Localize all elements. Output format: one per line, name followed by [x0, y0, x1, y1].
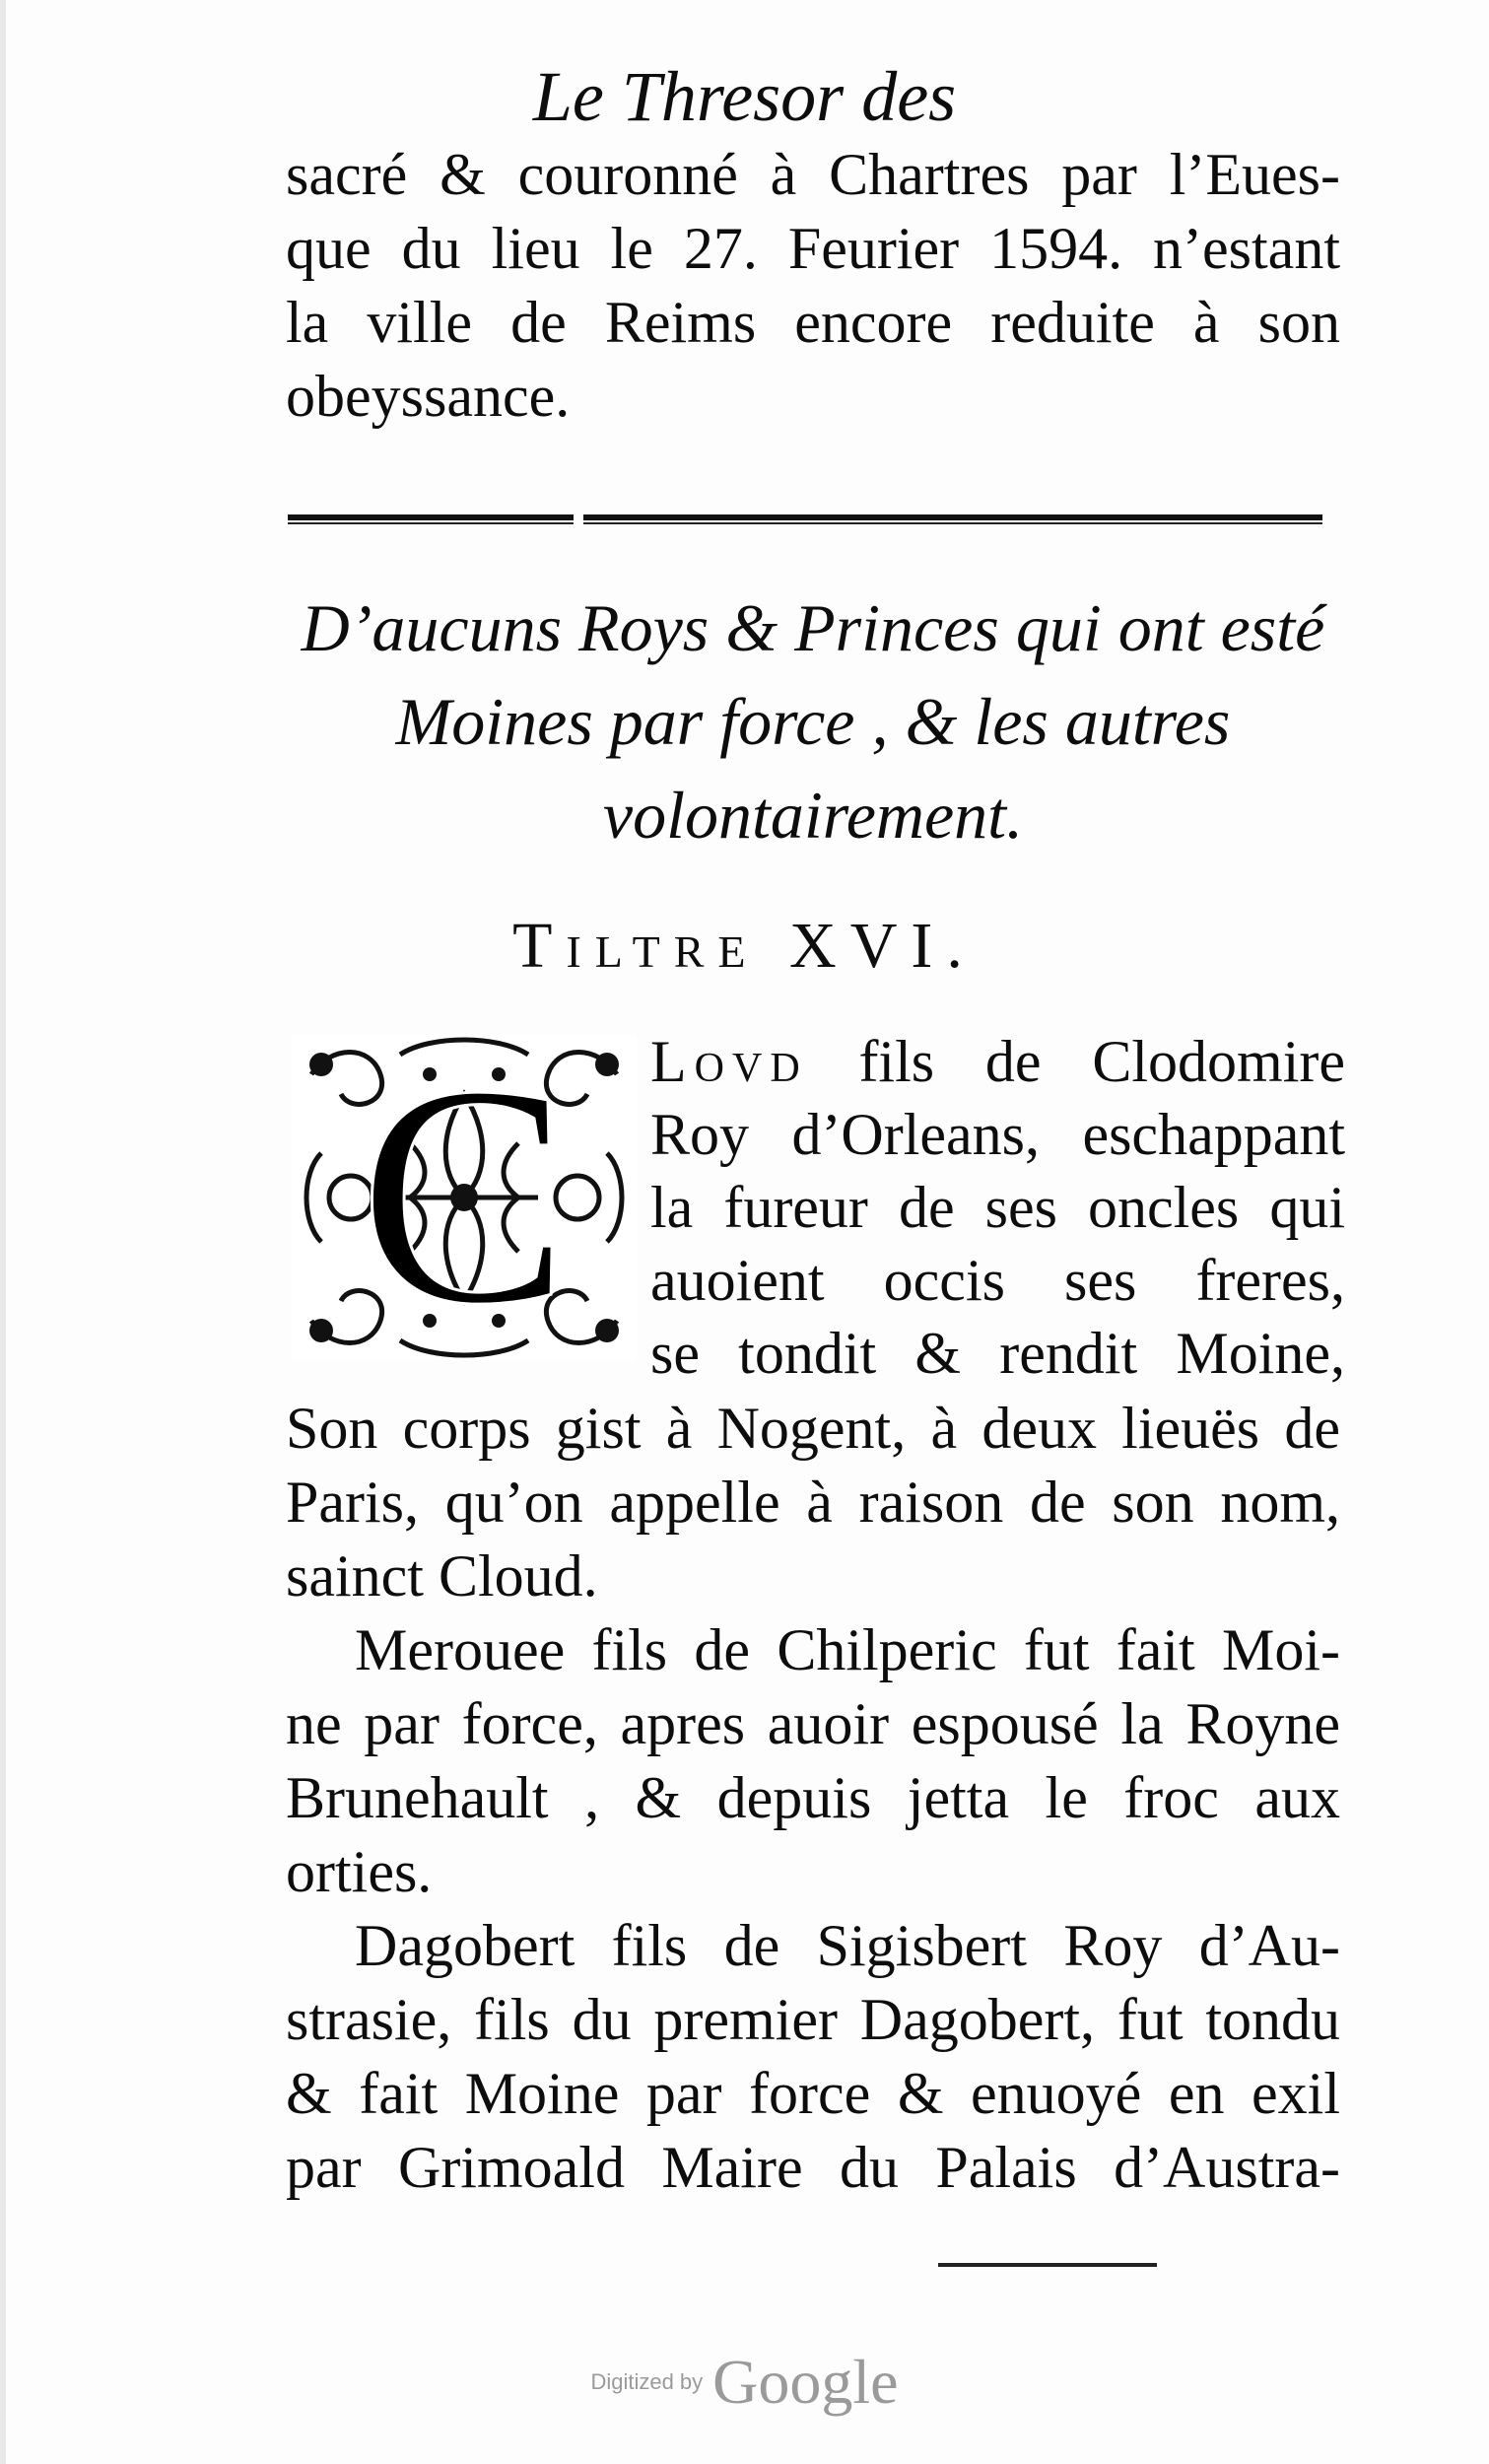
drop-cap-lines: [650, 1025, 1345, 1390]
text-line: sacré & couronné à Chartres par l’Eues-: [286, 142, 1340, 207]
text-line: Merouee fils de Chilperic fut fait Moi-: [355, 1617, 1340, 1682]
text-line: orties.: [286, 1839, 433, 1904]
body-text: [286, 1392, 1340, 2205]
text-line: strasie, fils du premier Dagobert, fut tondu: [286, 1987, 1340, 2052]
text-line: auoient occis ses freres,: [650, 1248, 1345, 1313]
ornamental-drop-cap: [292, 1035, 637, 1360]
lead-word-small-caps: Lovd: [650, 1029, 808, 1094]
google-logo: Google: [712, 2347, 899, 2417]
section-title-line: Moines par force , & les autres: [395, 684, 1231, 759]
text-fragment: fils de Clodomire: [807, 1029, 1345, 1094]
text-line: Dagobert fils de Sigisbert Roy d’Au-: [355, 1913, 1340, 1978]
running-head: Le Thresor des: [532, 57, 957, 136]
text-line: sainct Cloud.: [286, 1543, 598, 1608]
section-title-line: volontairement.: [602, 778, 1024, 853]
text-line: la fureur de ses oncles qui: [650, 1175, 1345, 1240]
text-line: Roy d’Orleans, eschappant: [650, 1102, 1345, 1167]
text-line: Son corps gist à Nogent, à deux lieuës de: [286, 1396, 1340, 1461]
text-line: que du lieu le 27. Feurier 1594. n’estant: [286, 216, 1340, 281]
opening-paragraph: [286, 138, 1340, 434]
text-line: obeyssance.: [286, 364, 571, 429]
watermark-prefix: Digitized by: [590, 2369, 704, 2394]
text-line: se tondit & rendit Moine,: [650, 1321, 1345, 1386]
text-line: Paris, qu’on appelle à raison de son nom,: [286, 1470, 1340, 1535]
page-edge-shadow: [0, 0, 6, 2464]
chapter-heading: Tiltre XVI.: [512, 910, 977, 982]
text-line: ne par force, apres auoir espousé la Royne: [286, 1691, 1340, 1756]
text-line: la ville de Reims encore reduite à son: [286, 290, 1340, 355]
text-line: & fait Moine par force & enuoyé en exil: [286, 2061, 1340, 2126]
section-title: [276, 582, 1350, 862]
section-divider-left: [288, 514, 574, 520]
drop-cap-letter: C: [359, 1035, 570, 1360]
text-line: [650, 1025, 1345, 1098]
text-line: Brunehault , & depuis jetta le froc aux: [286, 1765, 1340, 1830]
section-divider-right: [583, 514, 1322, 520]
text-line: par Grimoald Maire du Palais d’Austra-: [286, 2135, 1340, 2200]
catchword-rule: [938, 2263, 1157, 2267]
digitized-watermark: [0, 2346, 1489, 2419]
section-title-line: D’aucuns Roys & Princes qui ont esté: [301, 590, 1325, 665]
